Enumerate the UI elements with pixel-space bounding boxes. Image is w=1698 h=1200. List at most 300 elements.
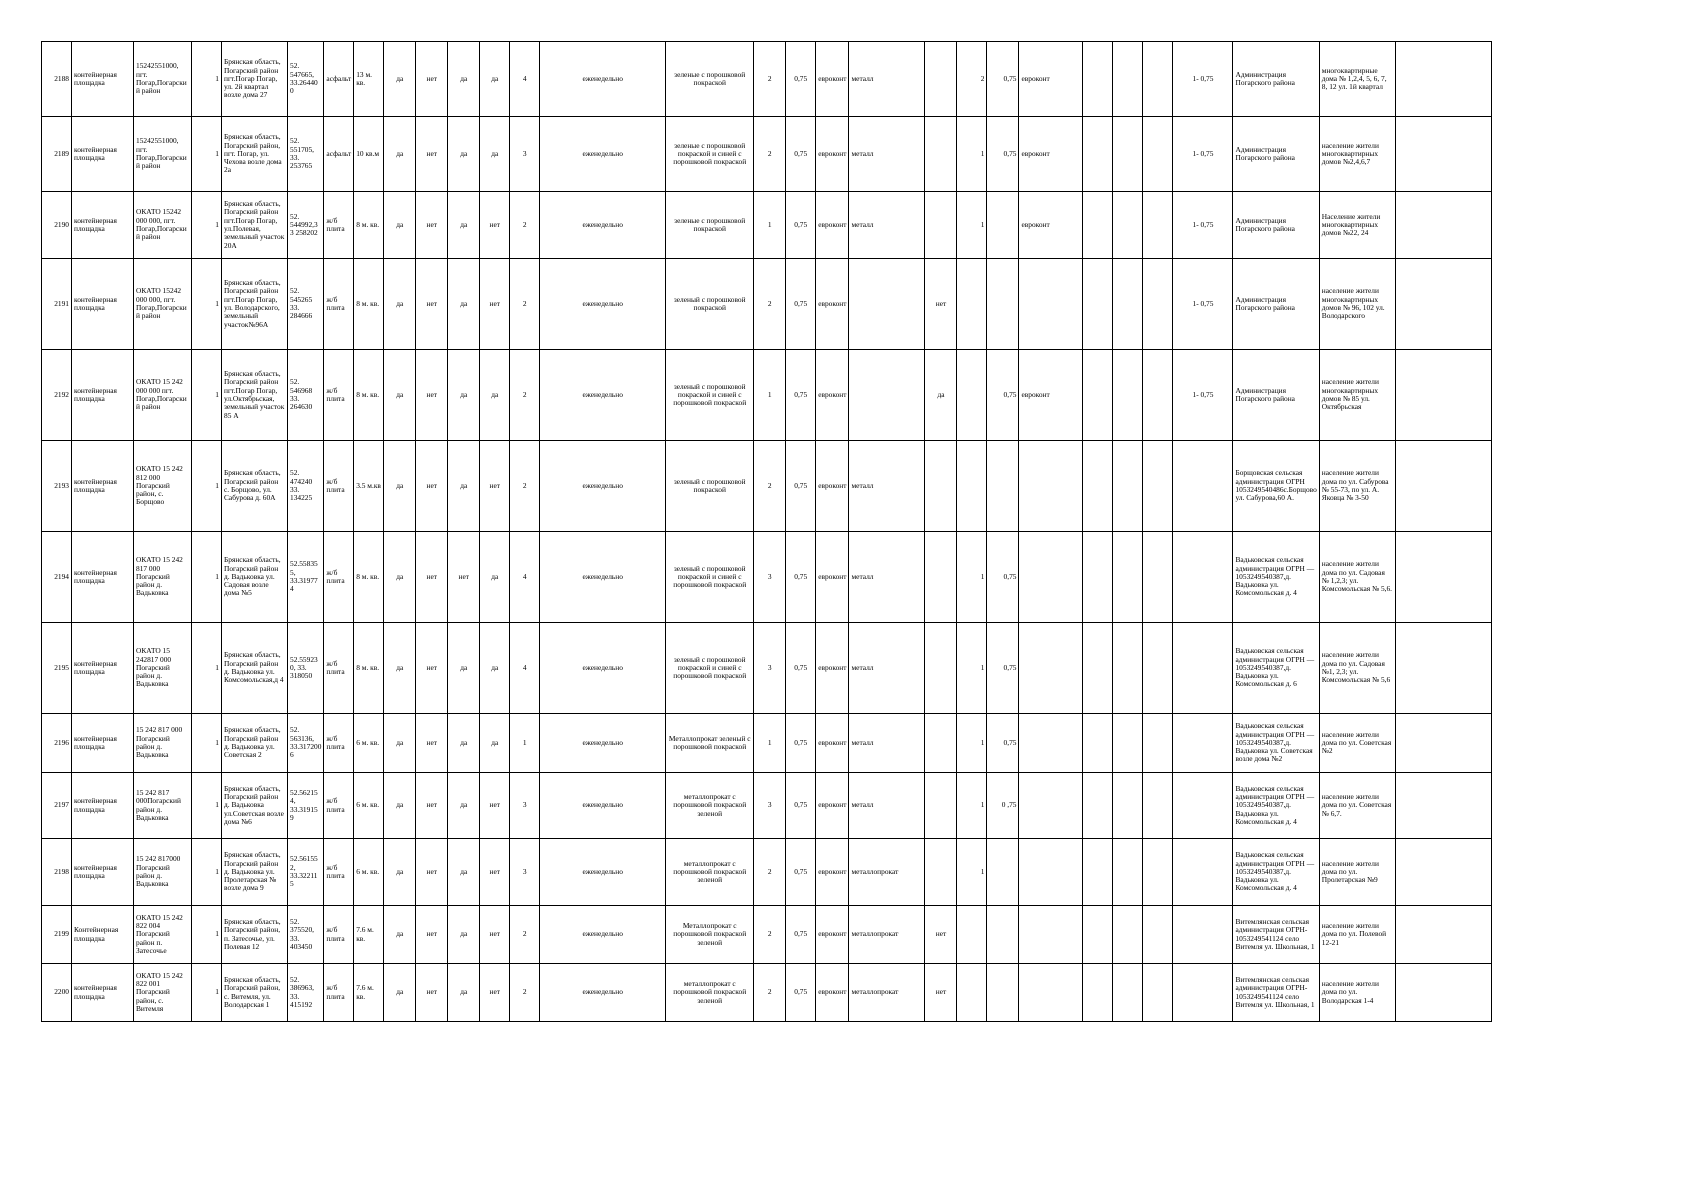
cell-coordinates: 52. 474240 33. 134225 <box>288 441 324 532</box>
cell-collection-frequency: еженедельно <box>540 441 666 532</box>
cell-spare-col-3 <box>1143 839 1173 906</box>
cell-area: 6 м. кв. <box>354 714 384 773</box>
cell-served-sources: население жители многоквартирных домов № 96, 102 ул. Володарского <box>1319 259 1395 350</box>
cell-canopy: нет <box>416 42 448 117</box>
cell-site-count: 1 <box>192 714 222 773</box>
cell-spare-col-4 <box>1395 532 1491 623</box>
cell-extra-container-type <box>1019 906 1083 964</box>
cell-containers-planned: 1 <box>754 714 786 773</box>
cell-container-description: Металлопрокат зеленый с порошковой покраской <box>666 714 754 773</box>
cell-spare-col-3 <box>1143 192 1173 259</box>
cell-spare-col-3 <box>1143 259 1173 350</box>
cell-extra-container-type <box>1019 532 1083 623</box>
cell-extra-container-count: 1 <box>957 117 987 192</box>
cell-served-sources: население жители многоквартирных домов № 85 ул. Октябрьская <box>1319 350 1395 441</box>
cell-okato-location: 15242551000, пгт. Погар,Погарски й район <box>134 117 192 192</box>
cell-container-volume: 0,75 <box>786 906 816 964</box>
cell-container-type: евроконт <box>816 117 849 192</box>
cell-spare-col-2 <box>1113 964 1143 1022</box>
cell-coordinates: 52. 546968 33. 264630 <box>288 350 324 441</box>
cell-spare-col-1 <box>1083 42 1113 117</box>
cell-served-sources: население жители дома по ул. Володарская 1-4 <box>1319 964 1395 1022</box>
cell-bin-count-volume: 1- 0,75 <box>1173 117 1233 192</box>
cell-site-type: контейнерная площадка <box>72 259 134 350</box>
cell-container-material: металл <box>849 192 925 259</box>
cell-container-type: евроконт <box>816 259 849 350</box>
cell-collection-frequency: еженедельно <box>540 259 666 350</box>
cell-access-road: да <box>448 906 480 964</box>
cell-owner-organization: Витемлянская сельская администрация ОГРН- 1053249541124 село Витемля ул. Школьная, 1 <box>1233 964 1319 1022</box>
cell-container-volume: 0,75 <box>786 532 816 623</box>
cell-fenced: да <box>384 714 416 773</box>
cell-address: Брянская область, Погарский район, с. Витемля, ул. Володарская 1 <box>222 964 288 1022</box>
cell-container-description: зеленый с порошковой покраской <box>666 259 754 350</box>
cell-okato-location: ОКАТО 15 242817 000 Погарский район д. Вадьковка <box>134 623 192 714</box>
cell-owner-organization: Администрация Погарского района <box>1233 192 1319 259</box>
cell-container-type: евроконт <box>816 906 849 964</box>
cell-container-volume: 0,75 <box>786 773 816 839</box>
cell-containers-planned: 2 <box>754 964 786 1022</box>
cell-container-count: 4 <box>510 623 540 714</box>
cell-site-count: 1 <box>192 623 222 714</box>
cell-container-material: металлопрокат <box>849 839 925 906</box>
cell-waste-sorted: да <box>480 714 510 773</box>
cell-site-type: контейнерная площадка <box>72 839 134 906</box>
cell-spare-col-3 <box>1143 350 1173 441</box>
cell-spare-col-2 <box>1113 532 1143 623</box>
cell-site-count: 1 <box>192 441 222 532</box>
cell-spare-col-1 <box>1083 192 1113 259</box>
cell-extra-container-type: евроконт <box>1019 42 1083 117</box>
cell-site-type: Контейнерная площадка <box>72 906 134 964</box>
cell-coordinates: 52. 551705, 33. 253765 <box>288 117 324 192</box>
cell-canopy: нет <box>416 839 448 906</box>
cell-okato-location: 15 242 817000 Погарский район д. Вадьковка <box>134 839 192 906</box>
cell-container-type: евроконт <box>816 839 849 906</box>
cell-container-volume: 0,75 <box>786 117 816 192</box>
cell-container-material: металлопрокат <box>849 964 925 1022</box>
cell-canopy: нет <box>416 964 448 1022</box>
cell-extra-container-count <box>957 441 987 532</box>
cell-spare-col-4 <box>1395 441 1491 532</box>
cell-site-type: контейнерная площадка <box>72 623 134 714</box>
cell-bin-count-volume <box>1173 839 1233 906</box>
cell-spare-col-4 <box>1395 623 1491 714</box>
table-row <box>42 773 1492 839</box>
cell-spare-col-1 <box>1083 906 1113 964</box>
cell-waste-sorted: нет <box>480 773 510 839</box>
table-row <box>42 350 1492 441</box>
cell-spare-col-1 <box>1083 773 1113 839</box>
cell-spare-col-3 <box>1143 906 1173 964</box>
cell-containers-planned: 2 <box>754 42 786 117</box>
cell-container-count: 3 <box>510 117 540 192</box>
cell-surface-type: ж/б плита <box>324 623 354 714</box>
cell-container-description: зеленые с порошковой покраской <box>666 42 754 117</box>
cell-waste-sorted: да <box>480 532 510 623</box>
cell-spare-col-2 <box>1113 714 1143 773</box>
cell-bin-count-volume <box>1173 964 1233 1022</box>
cell-extra-container-flag <box>925 773 957 839</box>
cell-extra-container-count: 2 <box>957 42 987 117</box>
cell-extra-container-volume <box>987 964 1019 1022</box>
cell-containers-planned: 1 <box>754 192 786 259</box>
cell-container-count: 2 <box>510 906 540 964</box>
cell-area: 7.6 м. кв. <box>354 906 384 964</box>
cell-spare-col-3 <box>1143 964 1173 1022</box>
cell-row-number: 2193 <box>42 441 72 532</box>
cell-area: 7.6 м. кв. <box>354 964 384 1022</box>
cell-access-road: да <box>448 350 480 441</box>
cell-container-count: 2 <box>510 350 540 441</box>
cell-coordinates: 52.56215 4, 33.31915 9 <box>288 773 324 839</box>
cell-okato-location: ОКАТО 15242 000 000, пгт. Погар,Погарски й район <box>134 192 192 259</box>
cell-extra-container-flag <box>925 623 957 714</box>
cell-extra-container-volume <box>987 192 1019 259</box>
cell-spare-col-3 <box>1143 623 1173 714</box>
cell-site-count: 1 <box>192 117 222 192</box>
cell-container-material: металл <box>849 532 925 623</box>
cell-extra-container-volume: 0,75 <box>987 117 1019 192</box>
cell-waste-sorted: нет <box>480 906 510 964</box>
cell-waste-sorted: да <box>480 623 510 714</box>
cell-extra-container-volume <box>987 441 1019 532</box>
cell-address: Брянская область, Погарский район д. Вадьковка ул. Комсомольская,д 4 <box>222 623 288 714</box>
cell-container-volume: 0,75 <box>786 964 816 1022</box>
cell-extra-container-type <box>1019 441 1083 532</box>
cell-okato-location: ОКАТО 15242 000 000, пгт. Погар,Погарски й район <box>134 259 192 350</box>
cell-collection-frequency: еженедельно <box>540 532 666 623</box>
cell-owner-organization: Администрация Погарского района <box>1233 42 1319 117</box>
cell-site-count: 1 <box>192 964 222 1022</box>
cell-fenced: да <box>384 42 416 117</box>
cell-okato-location: 15 242 817 000Погарский район д. Вадьковка <box>134 773 192 839</box>
cell-container-description: Металлопрокат с порошковой покраской зеленой <box>666 906 754 964</box>
cell-extra-container-volume: 0,75 <box>987 350 1019 441</box>
cell-bin-count-volume <box>1173 441 1233 532</box>
cell-spare-col-1 <box>1083 964 1113 1022</box>
table-row <box>42 532 1492 623</box>
cell-container-type: евроконт <box>816 532 849 623</box>
cell-bin-count-volume <box>1173 773 1233 839</box>
cell-canopy: нет <box>416 532 448 623</box>
cell-coordinates: 52. 386963, 33. 415192 <box>288 964 324 1022</box>
cell-coordinates: 52. 375520, 33. 403450 <box>288 906 324 964</box>
cell-served-sources: население жители дома по ул. Советская № 6,7. <box>1319 773 1395 839</box>
cell-container-count: 2 <box>510 192 540 259</box>
cell-coordinates: 52.55923 0, 33. 318050 <box>288 623 324 714</box>
cell-fenced: да <box>384 964 416 1022</box>
cell-spare-col-2 <box>1113 906 1143 964</box>
cell-spare-col-4 <box>1395 117 1491 192</box>
cell-container-material: металл <box>849 773 925 839</box>
cell-canopy: нет <box>416 441 448 532</box>
cell-collection-frequency: еженедельно <box>540 42 666 117</box>
cell-row-number: 2200 <box>42 964 72 1022</box>
cell-spare-col-1 <box>1083 839 1113 906</box>
cell-fenced: да <box>384 350 416 441</box>
cell-container-type: евроконт <box>816 441 849 532</box>
cell-container-count: 4 <box>510 42 540 117</box>
cell-spare-col-3 <box>1143 773 1173 839</box>
cell-site-count: 1 <box>192 906 222 964</box>
cell-served-sources: население жители многоквартирных домов №2,4,6,7 <box>1319 117 1395 192</box>
cell-extra-container-count: 1 <box>957 839 987 906</box>
cell-container-count: 1 <box>510 714 540 773</box>
cell-spare-col-2 <box>1113 441 1143 532</box>
cell-owner-organization: Администрация Погарского района <box>1233 259 1319 350</box>
cell-address: Брянская область, Погарский район д. Вадьковка ул. Садовая возле дома №5 <box>222 532 288 623</box>
cell-bin-count-volume: 1- 0,75 <box>1173 192 1233 259</box>
cell-surface-type: ж/б плита <box>324 259 354 350</box>
cell-spare-col-1 <box>1083 117 1113 192</box>
cell-area: 3.5 м.кв <box>354 441 384 532</box>
cell-site-count: 1 <box>192 839 222 906</box>
cell-address: Брянская область, Погарский район пгт.Погар Погар, ул. 2й квартал возле дома 27 <box>222 42 288 117</box>
cell-fenced: да <box>384 773 416 839</box>
cell-served-sources: население жители дома по ул. Полевой 12-21 <box>1319 906 1395 964</box>
cell-canopy: нет <box>416 714 448 773</box>
cell-address: Брянская область, Погарский район с. Борщово, ул. Сабурова д. 60А <box>222 441 288 532</box>
cell-collection-frequency: еженедельно <box>540 623 666 714</box>
cell-access-road: да <box>448 839 480 906</box>
cell-coordinates: 52. 563136, 33.317200 6 <box>288 714 324 773</box>
cell-site-count: 1 <box>192 259 222 350</box>
cell-access-road: да <box>448 714 480 773</box>
cell-spare-col-2 <box>1113 350 1143 441</box>
cell-okato-location: ОКАТО 15 242 822 001 Погарский район, с. Витемля <box>134 964 192 1022</box>
cell-extra-container-count <box>957 964 987 1022</box>
cell-area: 8 м. кв. <box>354 350 384 441</box>
cell-extra-container-type <box>1019 964 1083 1022</box>
cell-served-sources: Население жители многоквартирных домов №22, 24 <box>1319 192 1395 259</box>
cell-waste-sorted: да <box>480 350 510 441</box>
cell-extra-container-flag <box>925 532 957 623</box>
cell-spare-col-2 <box>1113 839 1143 906</box>
cell-container-description: зеленый с порошковой покраской и синей с порошковой покраской <box>666 532 754 623</box>
cell-collection-frequency: еженедельно <box>540 714 666 773</box>
cell-extra-container-type <box>1019 839 1083 906</box>
cell-bin-count-volume: 1- 0,75 <box>1173 42 1233 117</box>
cell-container-description: зеленый с порошковой покраской и синей с порошковой покраской <box>666 623 754 714</box>
cell-access-road: да <box>448 192 480 259</box>
cell-row-number: 2194 <box>42 532 72 623</box>
cell-area: 8 м. кв. <box>354 532 384 623</box>
cell-okato-location: 15242551000, пгт. Погар,Погарски й район <box>134 42 192 117</box>
cell-access-road: да <box>448 964 480 1022</box>
cell-access-road: да <box>448 117 480 192</box>
cell-surface-type: ж/б плита <box>324 906 354 964</box>
cell-extra-container-flag: нет <box>925 259 957 350</box>
cell-extra-container-flag: нет <box>925 906 957 964</box>
cell-spare-col-4 <box>1395 350 1491 441</box>
cell-site-type: контейнерная площадка <box>72 42 134 117</box>
cell-extra-container-type <box>1019 773 1083 839</box>
cell-extra-container-volume: 0,75 <box>987 42 1019 117</box>
container-sites-table <box>41 41 1492 1022</box>
cell-containers-planned: 2 <box>754 259 786 350</box>
cell-site-count: 1 <box>192 773 222 839</box>
cell-bin-count-volume <box>1173 906 1233 964</box>
table-row <box>42 964 1492 1022</box>
cell-container-count: 2 <box>510 441 540 532</box>
cell-served-sources: население жители дома по ул. Советская №2 <box>1319 714 1395 773</box>
cell-site-type: контейнерная площадка <box>72 441 134 532</box>
cell-extra-container-flag <box>925 42 957 117</box>
cell-container-description: металлопрокат с порошковой покраской зеленой <box>666 773 754 839</box>
cell-extra-container-count: 1 <box>957 192 987 259</box>
cell-containers-planned: 2 <box>754 117 786 192</box>
cell-site-type: контейнерная площадка <box>72 532 134 623</box>
cell-bin-count-volume: 1- 0,75 <box>1173 350 1233 441</box>
cell-containers-planned: 3 <box>754 773 786 839</box>
cell-container-description: зеленые с порошковой покраской <box>666 192 754 259</box>
cell-served-sources: население жители дома по ул. Садовая № 1,2,3; ул. Комсомольская № 5,6. <box>1319 532 1395 623</box>
cell-extra-container-flag <box>925 839 957 906</box>
cell-spare-col-1 <box>1083 350 1113 441</box>
table-row <box>42 839 1492 906</box>
cell-bin-count-volume <box>1173 714 1233 773</box>
cell-okato-location: ОКАТО 15 242 817 000 Погарский район д. Вадьковка <box>134 532 192 623</box>
cell-okato-location: ОКАТО 15 242 822 004 Погарский район п. Затесочье <box>134 906 192 964</box>
cell-canopy: нет <box>416 350 448 441</box>
cell-extra-container-type <box>1019 714 1083 773</box>
cell-access-road: да <box>448 259 480 350</box>
cell-surface-type: ж/б плита <box>324 350 354 441</box>
cell-row-number: 2189 <box>42 117 72 192</box>
cell-site-type: контейнерная площадка <box>72 714 134 773</box>
cell-row-number: 2199 <box>42 906 72 964</box>
cell-spare-col-2 <box>1113 773 1143 839</box>
cell-fenced: да <box>384 117 416 192</box>
cell-extra-container-count <box>957 906 987 964</box>
cell-served-sources: население жители дома по ул. Садовая №1, 2,3; ул. Комсомольская № 5,6 <box>1319 623 1395 714</box>
cell-waste-sorted: нет <box>480 192 510 259</box>
cell-containers-planned: 2 <box>754 906 786 964</box>
cell-site-count: 1 <box>192 42 222 117</box>
cell-spare-col-4 <box>1395 906 1491 964</box>
cell-row-number: 2192 <box>42 350 72 441</box>
cell-bin-count-volume <box>1173 532 1233 623</box>
cell-address: Брянская область, Погарский район, пгт. Погар, ул. Чехова возле дома 2а <box>222 117 288 192</box>
cell-area: 6 м. кв. <box>354 773 384 839</box>
cell-container-volume: 0,75 <box>786 192 816 259</box>
cell-address: Брянская область, Погарский район, п. Затесочье, ул. Полевая 12 <box>222 906 288 964</box>
cell-site-type: контейнерная площадка <box>72 964 134 1022</box>
cell-fenced: да <box>384 906 416 964</box>
cell-spare-col-3 <box>1143 532 1173 623</box>
cell-canopy: нет <box>416 259 448 350</box>
cell-spare-col-4 <box>1395 192 1491 259</box>
cell-site-type: контейнерная площадка <box>72 773 134 839</box>
cell-area: 8 м. кв. <box>354 192 384 259</box>
cell-surface-type: асфальт <box>324 117 354 192</box>
cell-coordinates: 52. 544992,3 3 258202 <box>288 192 324 259</box>
cell-extra-container-count <box>957 350 987 441</box>
cell-spare-col-1 <box>1083 259 1113 350</box>
cell-bin-count-volume <box>1173 623 1233 714</box>
table-row <box>42 259 1492 350</box>
cell-access-road: да <box>448 441 480 532</box>
cell-extra-container-flag: да <box>925 350 957 441</box>
cell-extra-container-count: 1 <box>957 623 987 714</box>
table-row <box>42 441 1492 532</box>
cell-spare-col-4 <box>1395 839 1491 906</box>
cell-address: Брянская область, Погарский район д. Вадьковка ул.Советская возле дома №6 <box>222 773 288 839</box>
cell-container-volume: 0,75 <box>786 714 816 773</box>
table-row <box>42 117 1492 192</box>
cell-site-count: 1 <box>192 532 222 623</box>
cell-spare-col-3 <box>1143 42 1173 117</box>
cell-waste-sorted: да <box>480 117 510 192</box>
cell-fenced: да <box>384 192 416 259</box>
table-row <box>42 623 1492 714</box>
cell-bin-count-volume: 1- 0,75 <box>1173 259 1233 350</box>
cell-extra-container-volume: 0,75 <box>987 532 1019 623</box>
cell-container-material: металл <box>849 714 925 773</box>
cell-extra-container-volume <box>987 839 1019 906</box>
cell-container-description: металлопрокат с порошковой покраской зеленой <box>666 839 754 906</box>
cell-coordinates: 52. 545265 33. 284666 <box>288 259 324 350</box>
cell-waste-sorted: нет <box>480 964 510 1022</box>
cell-row-number: 2188 <box>42 42 72 117</box>
cell-collection-frequency: еженедельно <box>540 350 666 441</box>
cell-spare-col-1 <box>1083 532 1113 623</box>
cell-container-count: 3 <box>510 839 540 906</box>
cell-container-description: зеленые с порошковой покраской и синей с порошковой покраской <box>666 117 754 192</box>
cell-extra-container-type: евроконт <box>1019 350 1083 441</box>
cell-site-count: 1 <box>192 350 222 441</box>
cell-site-type: контейнерная площадка <box>72 350 134 441</box>
cell-coordinates: 52.56155 2, 33.32211 5 <box>288 839 324 906</box>
cell-extra-container-volume: 0 ,75 <box>987 773 1019 839</box>
cell-owner-organization: Вадьковская сельская администрация ОГРН — 1053249540387,д. Вадьковка ул. Комсомольская д. 6 <box>1233 623 1319 714</box>
cell-owner-organization: Вадьковская сельская администрация ОГРН — 1053249540387,д. Вадьковка ул. Комсомольская д. 4 <box>1233 532 1319 623</box>
cell-container-volume: 0,75 <box>786 839 816 906</box>
cell-waste-sorted: нет <box>480 259 510 350</box>
cell-container-type: евроконт <box>816 714 849 773</box>
cell-row-number: 2198 <box>42 839 72 906</box>
cell-fenced: да <box>384 839 416 906</box>
cell-spare-col-4 <box>1395 259 1491 350</box>
cell-okato-location: ОКАТО 15 242 812 000 Погарский район, с. Борщово <box>134 441 192 532</box>
cell-spare-col-2 <box>1113 623 1143 714</box>
cell-extra-container-flag: нет <box>925 964 957 1022</box>
cell-spare-col-4 <box>1395 42 1491 117</box>
cell-spare-col-4 <box>1395 714 1491 773</box>
cell-spare-col-2 <box>1113 42 1143 117</box>
cell-surface-type: ж/б плита <box>324 714 354 773</box>
cell-row-number: 2196 <box>42 714 72 773</box>
cell-served-sources: многоквартирные дома № 1,2,4, 5, 6, 7, 8, 12 ул. 1й квартал <box>1319 42 1395 117</box>
cell-row-number: 2195 <box>42 623 72 714</box>
cell-collection-frequency: еженедельно <box>540 906 666 964</box>
cell-extra-container-volume: 0,75 <box>987 714 1019 773</box>
cell-site-count: 1 <box>192 192 222 259</box>
cell-extra-container-type <box>1019 623 1083 714</box>
cell-owner-organization: Администрация Погарского района <box>1233 117 1319 192</box>
cell-surface-type: ж/б плита <box>324 441 354 532</box>
cell-collection-frequency: еженедельно <box>540 839 666 906</box>
cell-okato-location: ОКАТО 15 242 000 000 пгт. Погар,Погарски й район <box>134 350 192 441</box>
cell-containers-planned: 2 <box>754 839 786 906</box>
cell-area: 8 м. кв. <box>354 623 384 714</box>
cell-container-type: евроконт <box>816 42 849 117</box>
table-row <box>42 714 1492 773</box>
cell-collection-frequency: еженедельно <box>540 773 666 839</box>
cell-container-material: металл <box>849 623 925 714</box>
cell-owner-organization: Вадьковская сельская администрация ОГРН — 1053249540387,д. Вадьковка ул. Комсомольская д. 4 <box>1233 839 1319 906</box>
